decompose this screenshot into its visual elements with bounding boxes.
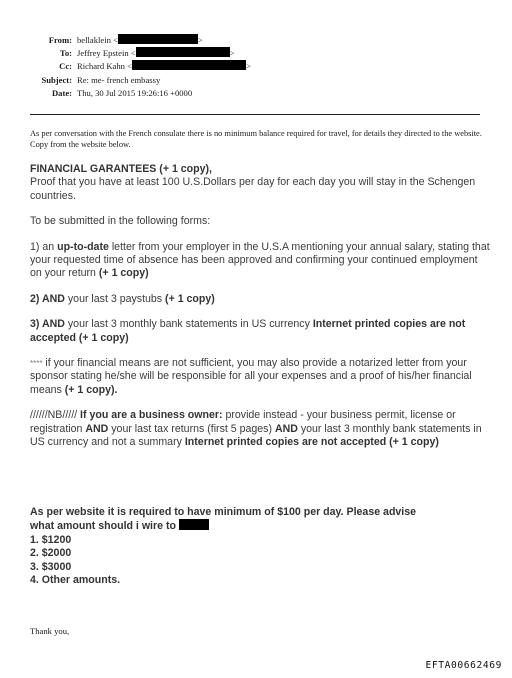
- question-line-1: As per website it is required to have minimum of $100 per day. Please advise: [30, 506, 417, 518]
- amount-option: 1. $1200: [30, 533, 72, 546]
- closing-line: Thank you,: [30, 626, 70, 636]
- requirement-item-2: 2) AND your last 3 paystubs (+ 1 copy): [30, 292, 215, 305]
- section-text: Proof that you have at least 100 U.S.Dollars per day for each day you will stay in the Schengen countries.: [30, 176, 476, 202]
- redaction-bar: [118, 34, 198, 44]
- from-label: From:: [48, 35, 72, 45]
- forms-intro: To be submitted in the following forms:: [30, 215, 211, 228]
- date-label: Date:: [51, 87, 72, 98]
- subject-row: [0, 74, 512, 87]
- redaction-bar: [136, 47, 230, 57]
- date-row: [0, 87, 512, 100]
- subject-value: Re: me- french embassy: [77, 74, 161, 85]
- requirement-item-1: 1) an up-to-date letter from your employer in the U.S.A mentioning your annual salary, stating that your requested time of absence has been approved and confirming your continued employment on your return (+ 1 copy): [30, 240, 490, 280]
- wire-amount-question: [30, 506, 492, 587]
- amount-option: 3. $3000: [30, 560, 72, 573]
- redaction-bar: [179, 519, 209, 530]
- redaction-bar: [132, 60, 246, 70]
- financial-guarantees-section: [30, 163, 492, 203]
- header-divider: [30, 114, 480, 115]
- cc-row: [0, 60, 512, 73]
- email-header: [0, 34, 512, 100]
- sponsor-note: **** if your financial means are not sufficient, you may also provide a notarized letter from your sponsor stating he/she will be responsible for all your expenses and a proof of his/her financial means (+ 1 copy).: [30, 357, 472, 396]
- from-tail: >: [197, 35, 203, 45]
- email-body: [30, 163, 492, 450]
- cc-label: Cc:: [59, 61, 72, 72]
- section-heading: FINANCIAL GARANTEES (+ 1 copy),: [30, 163, 212, 175]
- business-owner-note: //////NB///// If you are a business owner: provide instead - your business permit, license or registration AND your last tax returns (first 5 pages) AND your last 3 monthly bank statements in US currency and not a summary Internet printed copies are not accepted (+ 1 copy): [30, 409, 482, 449]
- requirement-item-3: 3) AND your last 3 monthly bank statements in US currency Internet printed copies are not accepted (+ 1 copy): [30, 318, 466, 344]
- amount-option: 2. $2000: [30, 547, 72, 560]
- document-id: EFTA00662469: [425, 660, 502, 671]
- cc-tail: >: [245, 61, 251, 72]
- amount-option: 4. Other amounts.: [30, 574, 121, 587]
- amount-options-list: [30, 534, 492, 588]
- to-row: [0, 47, 512, 60]
- date-value: Thu, 30 Jul 2015 19:26:16 +0000: [77, 87, 193, 98]
- to-tail: >: [229, 48, 235, 59]
- to-label: To:: [59, 48, 72, 59]
- from-value: bellaklein <: [77, 35, 118, 45]
- to-value: Jeffrey Epstein <: [77, 48, 136, 59]
- question-line-2: what amount should i wire to: [30, 519, 492, 533]
- subject-label: Subject:: [41, 74, 72, 85]
- intro-paragraph: As per conversation with the French consulate there is no minimum balance required for travel, for details they directed to the website. Copy from the website below.: [30, 129, 482, 150]
- from-row: [0, 34, 512, 47]
- cc-value: Richard Kahn <: [77, 61, 132, 72]
